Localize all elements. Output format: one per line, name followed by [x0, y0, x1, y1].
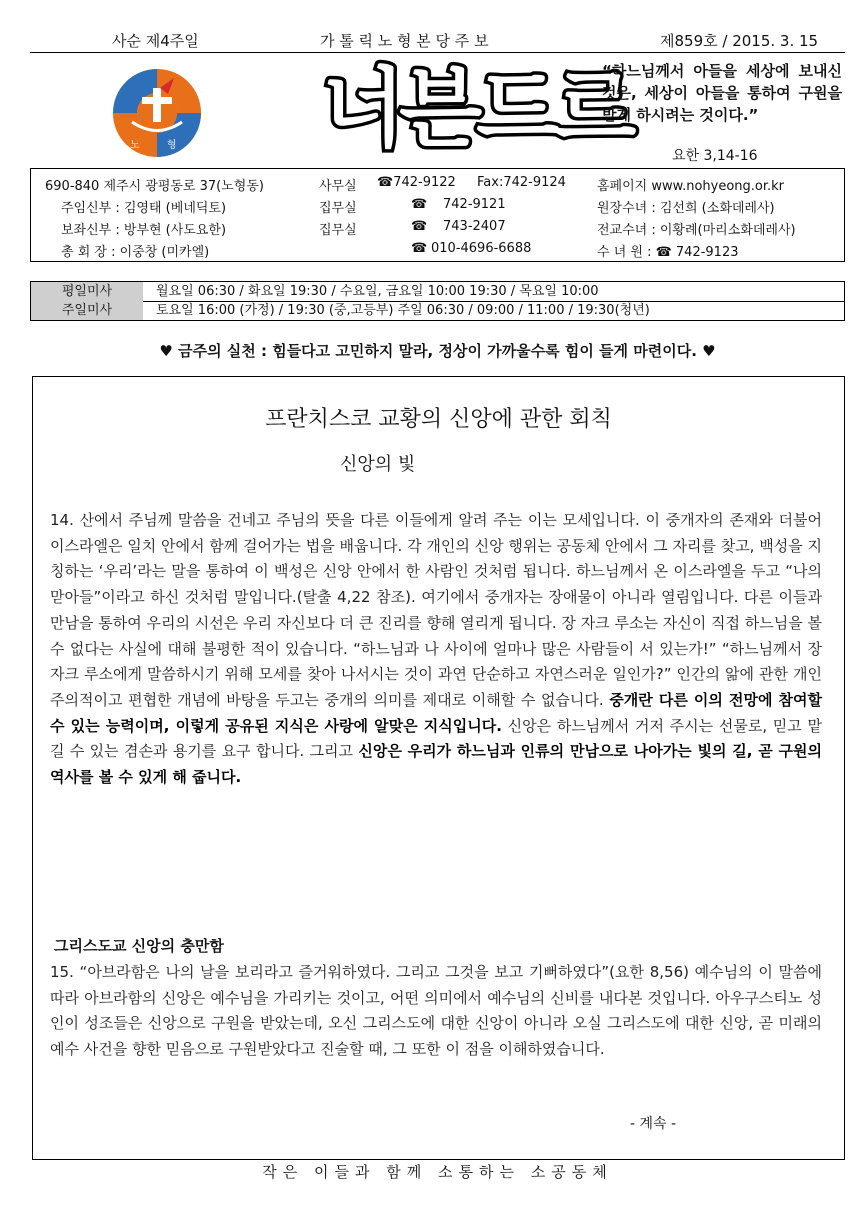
- p14-text-2: 신앙은 하느님께서 거저 주시는 선물로, 믿고 맡길 수 있는 겸손과 용기를 요구 합니다. 그리고: [50, 716, 822, 761]
- principal-nun: 원장수녀 : 김선희 (소화데레사): [597, 201, 775, 216]
- phone-icon: ☎: [411, 219, 428, 234]
- top-header: [30, 30, 845, 54]
- bulletin-org: 가 톨 릭 노 형 본 당 주 보: [320, 32, 489, 50]
- p14-text: 14. 산에서 주님께 말씀을 건네고 주님의 뜻을 다른 이들에게 알려 주는 이는 모세입니다. 이 중개자의 존재와 더불어 이스라엘은 일치 안에서 함께 걸어가는 법을 배웁니다. 각 개인의 신앙 행위는 공동체 안에서 그 자리를 찾고, 백성을 지칭하는 ‘우리’라는 말을 통하여 이 백성은 신앙 안에서 한 사람인 것처럼 됩니다. 하느님께서 온 이스라엘을 두고 “나의 맏아들”이라고 하신 것처럼 말입니다.(탈출 4,22 참조). 여기에서 중개자는 장애물이 아니라 열림입니다. 다른 이들과 만남을 통하여 우리의 시선은 우리 자신보다 더 큰 진리를 향해 열리게 됩니다. 장 자크 루소는 자신이 직접 하느님을 볼 수 없다는 사실에 대해 불평한 적이 있습니다. “하느님과 나 사이에 얼마나 많은 사람들이 서 있는가!” “하느님께서 장 자크 루소에게 말씀하시기 위해 모세를 찾아 나서시는 것이 과연 단순하고 자연스러운 일인가?” 인간의 앎에 관한 개인주의적이고 편협한 개념에 바탕을 두고는 중개의 의미를 제대로 이해할 수 없습니다.: [50, 511, 822, 709]
- pastor-tel: 742-9121: [443, 197, 506, 212]
- article-title: 프란치스코 교황의 신앙에 관한 회칙: [265, 407, 612, 432]
- weekly-practice: ♥ 금주의 실천 : 힘들다고 고민하지 말라, 정상이 가까울수록 힘이 들게 마련이다. ♥: [159, 342, 716, 360]
- assistant-tel: 743-2407: [443, 219, 506, 234]
- weekday-mass-label: 평일미사: [31, 282, 143, 301]
- sunday-mass-label: 주일미사: [31, 301, 143, 320]
- phone-icon: ☎: [411, 197, 428, 212]
- bulletin-title: 너븐드르: [322, 59, 631, 159]
- footer-slogan: 작은 이들과 함께 소통하는 소공동체: [262, 1163, 613, 1181]
- council-president: 총 회 장 : 이중창 (미카엘): [61, 245, 210, 260]
- weekday-mass-row: [31, 282, 844, 302]
- assistant-priest: 보좌신부 : 방부현 (사도요한): [61, 223, 227, 238]
- mass-schedule: [30, 281, 845, 321]
- p14-emphasis-2: 신앙은 우리가 하느님과 인류의 만남으로 나아가는 빛의 길, 곧 구원의 역사를 볼 수 있게 해 줍니다.: [50, 742, 823, 787]
- fax: Fax:742-9124: [477, 175, 566, 190]
- assistant-room: 집무실: [319, 223, 357, 238]
- header-divider: [30, 52, 845, 53]
- gospel-quote: “하느님께서 아들을 세상에 보내신 것은, 세상이 아들을 통하여 구원을 받게 하시려는 것이다.”: [602, 62, 842, 124]
- convent: 수 녀 원 : ☎ 742-9123: [597, 245, 739, 260]
- weekday-mass-times: 월요일 06:30 / 화요일 19:30 / 수요일, 금요일 10:00 19:30 / 목요일 10:00: [156, 284, 599, 299]
- parish-info: [30, 168, 845, 262]
- pastor: 주임신부 : 김영태 (베네딕토): [61, 201, 227, 216]
- liturgical-week: 사순 제4주일: [112, 32, 199, 50]
- sunday-mass-times: 토요일 16:00 (가정) / 19:30 (중,고등부) 주일 06:30 / 09:00 / 11:00 / 19:30(청년): [156, 303, 650, 318]
- mission-nun: 전교수녀 : 이황례(마리소화데레사): [597, 223, 796, 238]
- office-label: 사무실: [319, 179, 357, 194]
- section-heading: 그리스도교 신앙의 충만함: [54, 937, 224, 955]
- gospel-reference: 요한 3,14-16: [672, 148, 758, 164]
- sunday-mass-row: [31, 301, 844, 320]
- address: 690-840 제주시 광평동로 37(노형동): [45, 179, 264, 194]
- phone-icon: ☎: [411, 241, 428, 256]
- pastor-room: 집무실: [319, 201, 357, 216]
- office-tel: ☎742-9122: [377, 175, 456, 190]
- president-tel: 010-4696-6688: [431, 241, 532, 256]
- logo-text: 노 형: [130, 140, 189, 151]
- article-subtitle: 신앙의 빛: [340, 454, 416, 475]
- parish-logo-icon: [102, 64, 212, 162]
- issue-number: 제859호 / 2015. 3. 15: [660, 32, 819, 50]
- continued-marker: - 계속 -: [630, 1116, 677, 1132]
- homepage: 홈페이지 www.nohyeong.or.kr: [597, 179, 785, 194]
- paragraph-14: [50, 508, 822, 791]
- paragraph-15: 15. “아브라함은 나의 날을 보리라고 즐거워하였다. 그리고 그것을 보고 기뻐하였다”(요한 8,56) 예수님의 이 말씀에 따라 아브라함의 신앙은 예수님을 가리키는 것이고, 어떤 의미에서 예수님의 신비를 내다본 것입니다. 아우구스티노 성인이 성조들은 신앙으로 구원을 받았는데, 오신 그리스도에 대한 신앙이 아니라 오실 그리스도에 대한 신앙, 곧 미래의 예수 사건을 향한 믿음으로 구원받았다고 진술할 때, 그 또한 이 점을 이해하였습니다.: [50, 963, 822, 1059]
- p14-emphasis-1: 중개란 다른 이의 전망에 참여할 수 있는 능력이며, 이렇게 공유된 지식은 사랑에 알맞은 지식입니다.: [50, 690, 822, 735]
